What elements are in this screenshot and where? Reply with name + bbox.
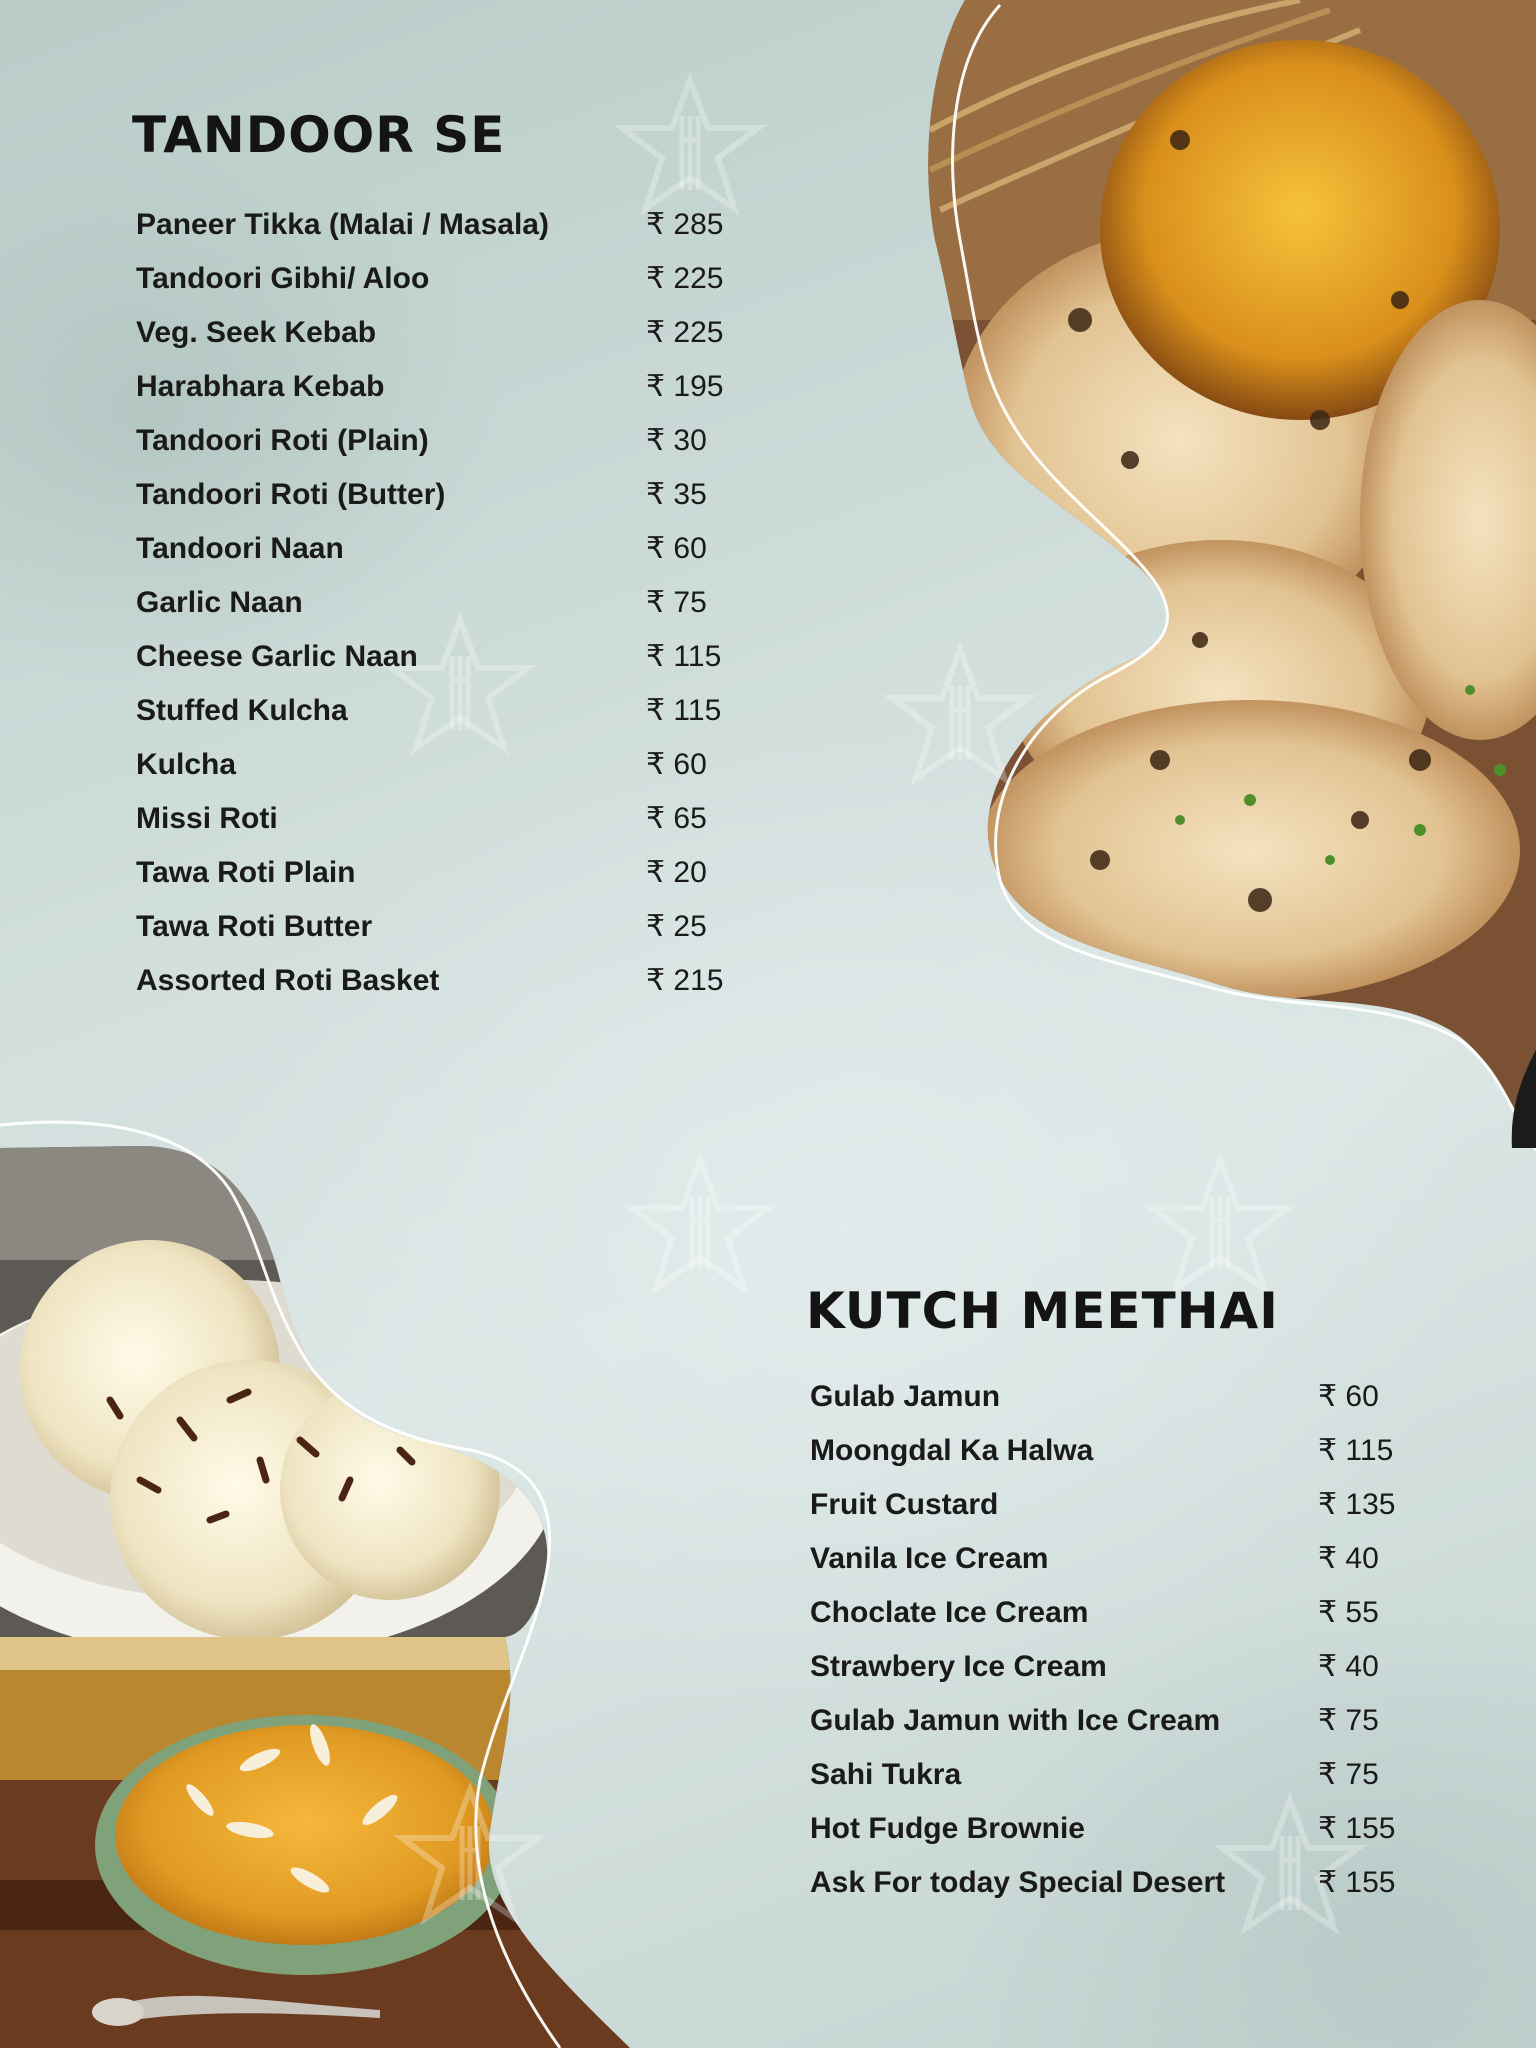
menu-item	[808, 1694, 1448, 1748]
menu-item-price: ₹ 115	[646, 640, 722, 673]
menu-item	[134, 306, 754, 360]
menu-item-price: ₹ 155	[1318, 1812, 1396, 1845]
menu-item-price: ₹ 155	[1318, 1866, 1396, 1899]
menu-item-name: Tandoori Roti (Plain)	[136, 424, 429, 457]
menu-item-name: Tawa Roti Butter	[136, 910, 373, 943]
menu-item	[808, 1802, 1448, 1856]
menu-item	[808, 1478, 1448, 1532]
menu-item-name: Tandoori Gibhi/ Aloo	[136, 262, 430, 295]
menu-item	[134, 576, 754, 630]
menu-item-price: ₹ 75	[1318, 1758, 1379, 1791]
menu-item	[808, 1532, 1448, 1586]
menu-item-price: ₹ 195	[646, 370, 724, 403]
menu-item-price: ₹ 60	[646, 748, 707, 781]
menu-item	[134, 414, 754, 468]
menu-item	[134, 630, 754, 684]
menu-item-name: Moongdal Ka Halwa	[810, 1434, 1094, 1467]
menu-item-name: Cheese Garlic Naan	[136, 640, 418, 673]
tandoor-menu-list	[134, 198, 754, 1008]
menu-item-price: ₹ 55	[1318, 1596, 1379, 1629]
menu-item-name: Fruit Custard	[810, 1488, 999, 1521]
menu-item-price: ₹ 40	[1318, 1650, 1379, 1683]
menu-item-name: Paneer Tikka (Malai / Masala)	[136, 208, 549, 241]
menu-item-name: Assorted Roti Basket	[136, 964, 440, 997]
menu-item	[808, 1370, 1448, 1424]
menu-item-name: Hot Fudge Brownie	[810, 1812, 1085, 1845]
halwa-bowl-photo	[0, 1630, 640, 2048]
menu-item	[134, 198, 754, 252]
menu-item-name: Strawbery Ice Cream	[810, 1650, 1107, 1683]
menu-item-price: ₹ 285	[646, 208, 724, 241]
menu-item	[134, 252, 754, 306]
menu-item	[134, 684, 754, 738]
menu-item-price: ₹ 65	[646, 802, 707, 835]
menu-item-name: Vanila Ice Cream	[810, 1542, 1049, 1575]
menu-item	[134, 900, 754, 954]
menu-item	[808, 1424, 1448, 1478]
menu-item-price: ₹ 60	[1318, 1380, 1379, 1413]
menu-item-name: Kulcha	[136, 748, 237, 781]
menu-item	[134, 846, 754, 900]
menu-item-name: Stuffed Kulcha	[136, 694, 348, 727]
menu-item-price: ₹ 115	[1318, 1434, 1394, 1467]
menu-item-name: Gulab Jamun	[810, 1380, 1001, 1413]
menu-item-name: Gulab Jamun with Ice Cream	[810, 1704, 1221, 1737]
menu-item-name: Veg. Seek Kebab	[136, 316, 377, 349]
menu-item-price: ₹ 115	[646, 694, 722, 727]
menu-item-price: ₹ 75	[1318, 1704, 1379, 1737]
meethai-menu-list	[808, 1370, 1448, 1910]
menu-item-price: ₹ 225	[646, 316, 724, 349]
menu-item-name: Ask For today Special Desert	[810, 1866, 1226, 1899]
menu-item	[134, 954, 754, 1008]
ice-cream-bowl-photo	[0, 1140, 560, 1660]
menu-item-name: Garlic Naan	[136, 586, 303, 619]
menu-item	[808, 1640, 1448, 1694]
menu-item-price: ₹ 20	[646, 856, 707, 889]
menu-item-price: ₹ 135	[1318, 1488, 1396, 1521]
menu-item-price: ₹ 35	[646, 478, 707, 511]
menu-item-name: Tandoori Naan	[136, 532, 344, 565]
menu-item-name: Missi Roti	[136, 802, 278, 835]
menu-item-price: ₹ 40	[1318, 1542, 1379, 1575]
section-title-kutch-meethai: KUTCH MEETHAI	[806, 1282, 1279, 1340]
menu-item-price: ₹ 75	[646, 586, 707, 619]
menu-item-name: Choclate Ice Cream	[810, 1596, 1089, 1629]
menu-item-name: Tandoori Roti (Butter)	[136, 478, 446, 511]
menu-item	[134, 360, 754, 414]
menu-item-price: ₹ 30	[646, 424, 707, 457]
menu-item	[808, 1586, 1448, 1640]
menu-item	[808, 1748, 1448, 1802]
menu-item-price: ₹ 60	[646, 532, 707, 565]
menu-item-name: Harabhara Kebab	[136, 370, 385, 403]
menu-item-price: ₹ 215	[646, 964, 724, 997]
menu-item-price: ₹ 225	[646, 262, 724, 295]
menu-item	[134, 468, 754, 522]
menu-item	[134, 522, 754, 576]
menu-item	[134, 738, 754, 792]
naan-basket-photo	[900, 0, 1536, 1160]
menu-item	[134, 792, 754, 846]
menu-item	[808, 1856, 1448, 1910]
menu-item-price: ₹ 25	[646, 910, 707, 943]
section-title-tandoor-se: TANDOOR SE	[132, 106, 506, 164]
menu-item-name: Sahi Tukra	[810, 1758, 962, 1791]
menu-item-name: Tawa Roti Plain	[136, 856, 356, 889]
